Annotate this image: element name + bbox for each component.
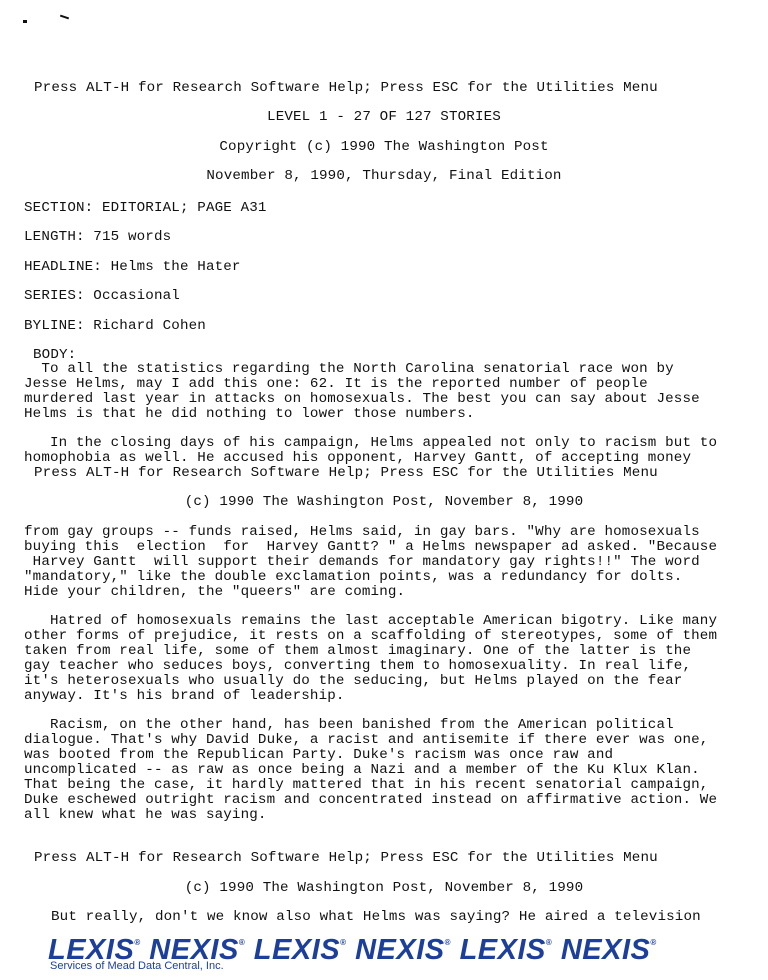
- byline-field: BYLINE: Richard Cohen: [24, 318, 206, 334]
- body-line: Helms is that he did nothing to lower those numbers.: [24, 406, 475, 422]
- body-label: BODY:: [33, 347, 77, 363]
- logo-word: LEXIS: [459, 934, 546, 966]
- body-line: dialogue. That's why David Duke, a racist and antisemite if there ever was one,: [24, 732, 709, 748]
- body-line: gay teacher who seduces boys, converting them to homosexuality. In real life,: [24, 658, 692, 674]
- registered-mark: ®: [238, 938, 246, 947]
- body-line: Racism, on the other hand, has been banished from the American political: [24, 717, 674, 733]
- body-line: That being the case, it hardly mattered that in his recent senatorial campaign,: [24, 777, 709, 793]
- registered-mark: ®: [545, 938, 553, 947]
- logo-word: NEXIS: [560, 934, 651, 966]
- body-line: other forms of prejudice, it rests on a scaffolding of stereotypes, some of them: [24, 628, 718, 644]
- level-line: LEVEL 1 - 27 OF 127 STORIES: [267, 109, 501, 125]
- body-line: Hatred of homosexuals remains the last acceptable American bigotry. Like many: [24, 613, 718, 629]
- body-line: all knew what he was saying.: [24, 807, 267, 823]
- body-line: Hide your children, the "queers" are coming.: [24, 584, 406, 600]
- logo-word: NEXIS: [355, 934, 445, 966]
- page-break-help-line: Press ALT-H for Research Software Help; Press ESC for the Utilities Menu: [34, 465, 658, 481]
- body-line: Harvey Gantt will support their demands for mandatory gay rights!!" The word: [24, 554, 700, 570]
- logo-word: NEXIS: [149, 934, 239, 966]
- date-line: November 8, 1990, Thursday, Final Edition: [206, 168, 562, 184]
- body-line: murdered last year in attacks on homosexuals. The best you can say about Jesse: [24, 391, 700, 407]
- body-line: "mandatory," like the double exclamation points, was a redundancy for dolts.: [24, 569, 683, 585]
- body-line: In the closing days of his campaign, Helms appealed not only to racism but to: [24, 435, 718, 451]
- body-line: To all the statistics regarding the North Carolina senatorial race won by: [24, 361, 674, 377]
- body-line: it's heterosexuals who usually do the seducing, but Helms played on the fear: [24, 673, 683, 689]
- body-line: But really, don't we know also what Helms was saying? He aired a television: [51, 909, 701, 925]
- page-break-copyright-line: (c) 1990 The Washington Post, November 8, 1990: [184, 494, 584, 510]
- help-line: Press ALT-H for Research Software Help; Press ESC for the Utilities Menu: [34, 80, 658, 96]
- copyright-line: Copyright (c) 1990 The Washington Post: [219, 139, 549, 155]
- section-field: SECTION: EDITORIAL; PAGE A31: [24, 200, 267, 216]
- registered-mark: ®: [340, 938, 347, 947]
- registered-mark: ®: [444, 938, 451, 947]
- body-line: Duke eschewed outright racism and concentrated instead on affirmative action. We: [24, 792, 718, 808]
- body-line: homophobia as well. He accused his opponent, Harvey Gantt, of accepting money: [24, 450, 692, 466]
- page-break-copyright-line: (c) 1990 The Washington Post, November 8, 1990: [184, 880, 584, 896]
- registered-mark: ®: [134, 938, 141, 947]
- series-field: SERIES: Occasional: [24, 288, 180, 304]
- scan-speck-mark: [23, 20, 27, 23]
- body-line: from gay groups -- funds raised, Helms said, in gay bars. "Why are homosexuals: [24, 524, 700, 540]
- logo-tagline: Services of Mead Data Central, Inc.: [50, 960, 224, 972]
- page-break-help-line: Press ALT-H for Research Software Help; Press ESC for the Utilities Menu: [34, 850, 658, 866]
- registered-mark: ®: [650, 938, 657, 947]
- body-line: Jesse Helms, may I add this one: 62. It is the reported number of people: [24, 376, 648, 392]
- headline-field: HEADLINE: Helms the Hater: [24, 259, 241, 275]
- body-line: buying this election for Harvey Gantt? " a Helms newspaper ad asked. "Because: [24, 539, 718, 555]
- body-line: taken from real life, some of them almost imaginary. One of the latter is the: [24, 643, 692, 659]
- body-line: uncomplicated -- as raw as once being a Nazi and a member of the Ku Klux Klan.: [24, 762, 700, 778]
- body-line: anyway. It's his brand of leadership.: [24, 688, 345, 704]
- logo-word: LEXIS: [48, 934, 135, 966]
- scan-tick-mark: [60, 15, 69, 20]
- body-line: was booted from the Republican Party. Duke's racism was once raw and: [24, 747, 614, 763]
- length-field: LENGTH: 715 words: [24, 229, 172, 245]
- logo-word: LEXIS: [253, 934, 341, 966]
